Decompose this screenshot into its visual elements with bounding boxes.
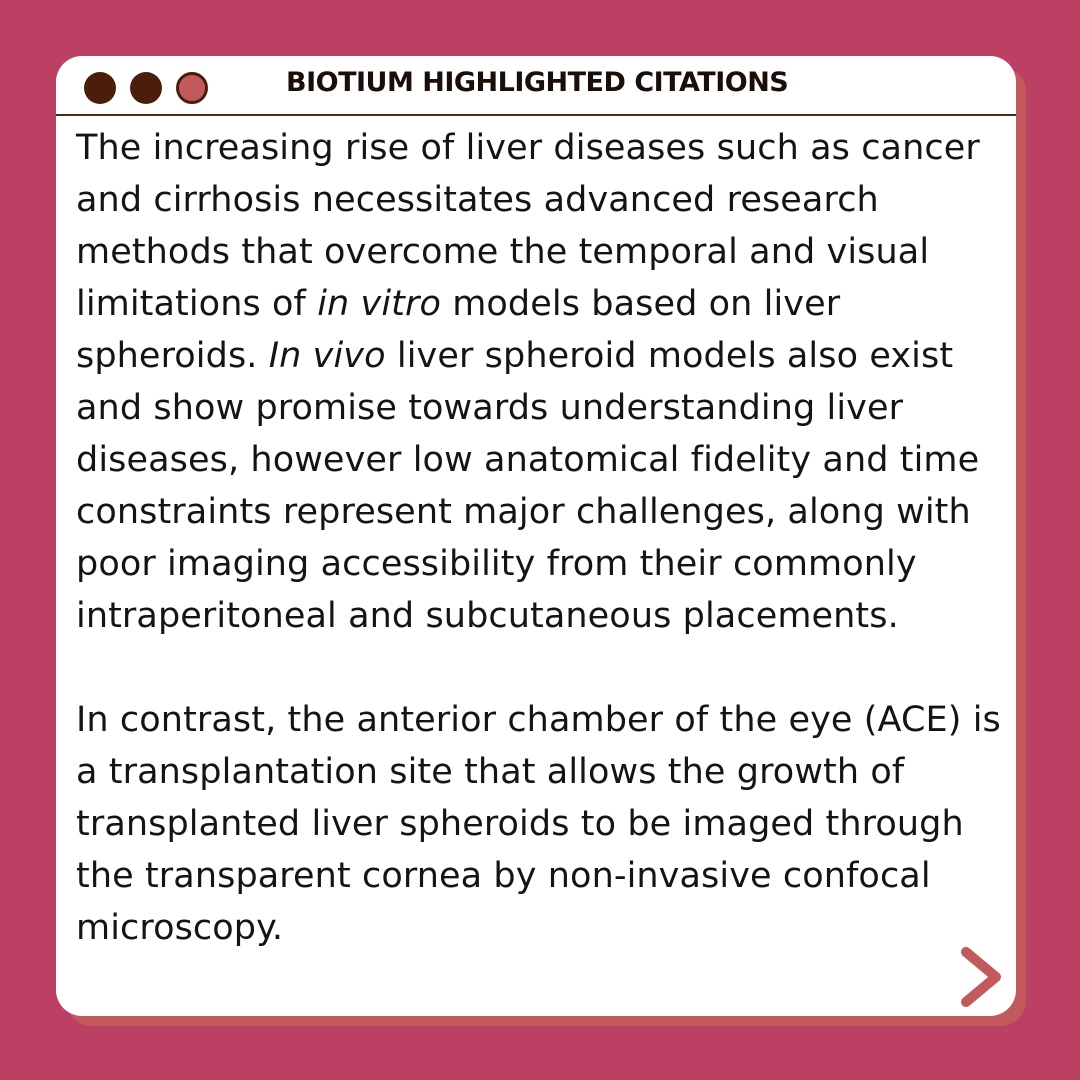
paragraph-1-text-b: models based on liver spheroids. [76,284,841,376]
close-dot-icon [84,72,116,104]
paragraph-1-italic-in-vitro: in vitro [317,284,441,324]
paragraph-1-text-a: The increasing rise of liver diseases such as cancer and cirrhosis necessitates advanced research methods that overcome the temporal and visual limitations of [76,128,980,324]
paragraph-1-text-c: liver spheroid models also exist and show promise towards understanding liver diseases, however low anatomical fidelity and time constraints represent major challenges, along with poor imaging accessibility from their commonly intraperitoneal and subcutaneous placements. [76,336,980,636]
window-titlebar [56,56,1016,116]
citation-card [56,56,1016,1016]
paragraph-1-italic-in-vivo: In vivo [268,336,386,376]
page-title: BIOTIUM HIGHLIGHTED CITATIONS [286,67,789,98]
maximize-dot-icon [176,72,208,104]
paragraph-1 [76,122,1006,642]
citation-body [76,122,1006,954]
minimize-dot-icon [130,72,162,104]
chevron-right-icon[interactable] [956,944,1008,1010]
paragraph-2: In contrast, the anterior chamber of the eye (ACE) is a transplantation site that allows the growth of transplanted liver spheroids to be imaged through the transparent cornea by non-invasive confocal microscopy. [76,700,1001,948]
